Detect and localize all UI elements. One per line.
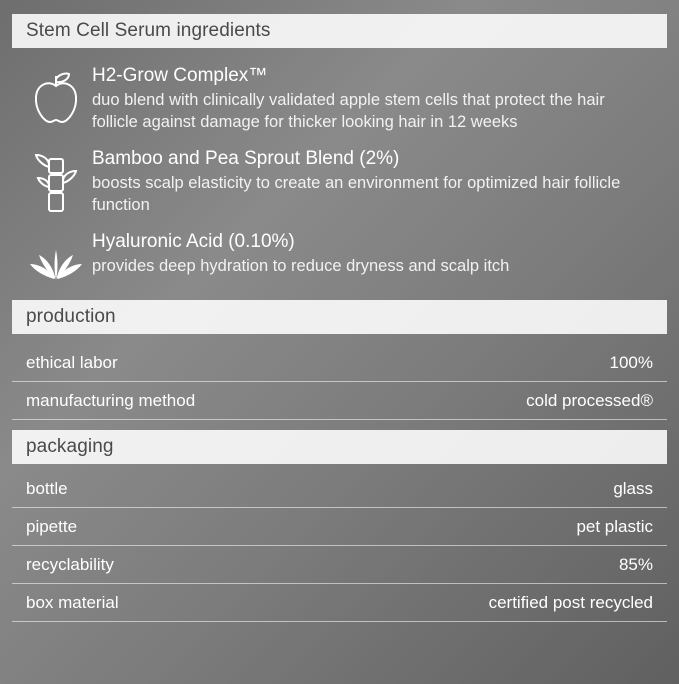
ingredient-text: [92, 147, 659, 216]
production-table: [12, 344, 667, 420]
table-row: [12, 382, 667, 420]
list-item: [20, 230, 659, 282]
production-section-header: [12, 300, 667, 334]
table-row: [12, 344, 667, 382]
ingredient-text: [92, 230, 659, 277]
spec-key: bottle: [26, 478, 68, 498]
production-section-title: production: [26, 306, 116, 327]
spec-value: 100%: [609, 352, 653, 372]
spacer: [12, 420, 667, 430]
ingredients-section-title: Stem Cell Serum ingredients: [26, 20, 271, 41]
ingredient-description: duo blend with clinically validated apple stem cells that protect the hair follicle against damage for thicker looking hair in 12 weeks: [92, 91, 605, 131]
apple-icon: [20, 64, 92, 126]
packaging-section-header: [12, 430, 667, 464]
spec-value: certified post recycled: [488, 592, 653, 612]
ingredient-name: Hyaluronic Acid (0.10%): [92, 231, 295, 252]
ingredient-name: Bamboo and Pea Sprout Blend (2%): [92, 148, 400, 169]
spec-key: ethical labor: [26, 352, 118, 372]
spec-key: box material: [26, 592, 119, 612]
bamboo-sprout-icon: [20, 147, 92, 215]
table-row: [12, 584, 667, 622]
packaging-section-title: packaging: [26, 436, 114, 457]
ingredient-name: H2-Grow Complex™: [92, 65, 268, 86]
spec-key: manufacturing method: [26, 390, 196, 410]
spec-value: 85%: [618, 554, 653, 574]
ingredient-description: provides deep hydration to reduce dryness and scalp itch: [92, 257, 510, 275]
spec-value: cold processed®: [526, 390, 653, 410]
table-row: [12, 508, 667, 546]
aloe-leaf-icon: [20, 230, 92, 282]
spacer: [12, 334, 667, 344]
packaging-table: [12, 470, 667, 622]
table-row: [12, 470, 667, 508]
list-item: [20, 147, 659, 216]
ingredient-text: [92, 64, 659, 133]
ingredient-description: boosts scalp elasticity to create an environment for optimized hair follicle function: [92, 174, 621, 214]
spec-key: recyclability: [26, 554, 114, 574]
spec-value: glass: [613, 478, 653, 498]
spec-key: pipette: [26, 516, 78, 536]
ingredients-section-header: [12, 14, 667, 48]
ingredients-list: [12, 48, 667, 300]
table-row: [12, 546, 667, 584]
list-item: [20, 64, 659, 133]
spec-value: pet plastic: [576, 516, 653, 536]
